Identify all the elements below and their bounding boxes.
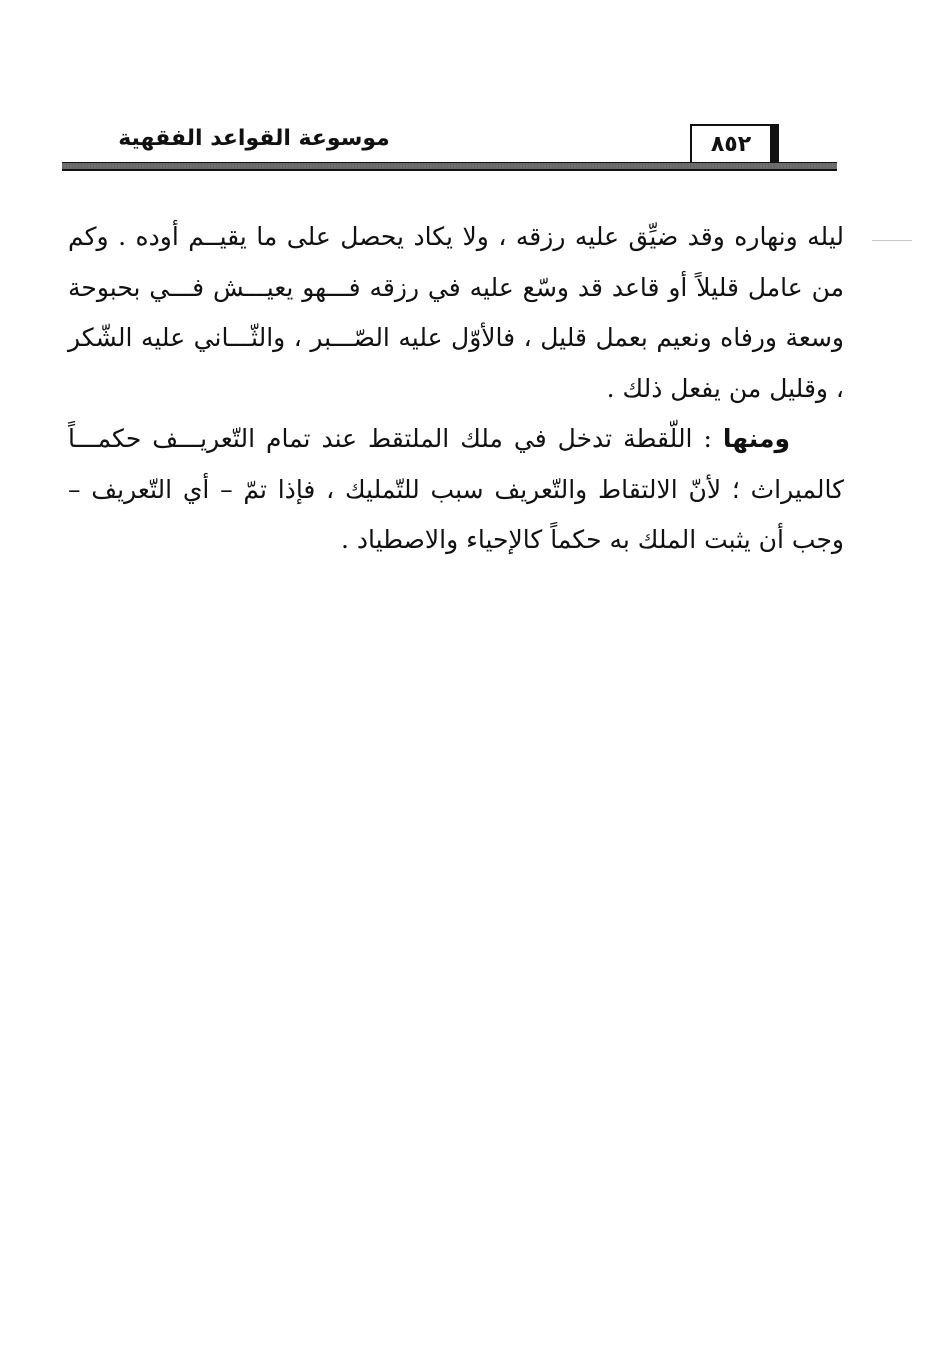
page-number-box [690, 124, 772, 166]
paragraph-2 [68, 414, 844, 566]
paragraph-1: ليله ونهاره وقد ضيِّق عليه رزقه ، ولا يكاد يحصل على ما يقيــم أوده . وكم من عامل قليلاً أو قاعد قد وسّع عليه في رزقه فـــهو يعيـــش فـــي بحبوحة وسعة ورفاه ونعيم بعمل قليل ، فالأوّل عليه الصّـــبر ، والثّـــاني عليه الشّكر ، وقليل من يفعل ذلك . [68, 222, 844, 403]
body-text [68, 212, 844, 566]
page-number: ٨٥٢ [710, 132, 752, 157]
book-title: موسوعة القواعد الفقهية [118, 126, 390, 151]
page-header [62, 120, 837, 180]
header-rule [62, 162, 837, 171]
margin-mark [872, 240, 912, 241]
paragraph-2-text: : اللّقطة تدخل في ملك الملتقط عند تمام التّعريـــف حكمـــاً كالميراث ؛ لأنّ الالتقاط والتّعريف سبب للتّمليك ، فإذا تمّ – أي التّعريف – وجب أن يثبت الملك به حكماً كالإحياء والاصطياد . [68, 424, 844, 554]
paragraph-2-lead-word: ومنها [722, 424, 790, 453]
